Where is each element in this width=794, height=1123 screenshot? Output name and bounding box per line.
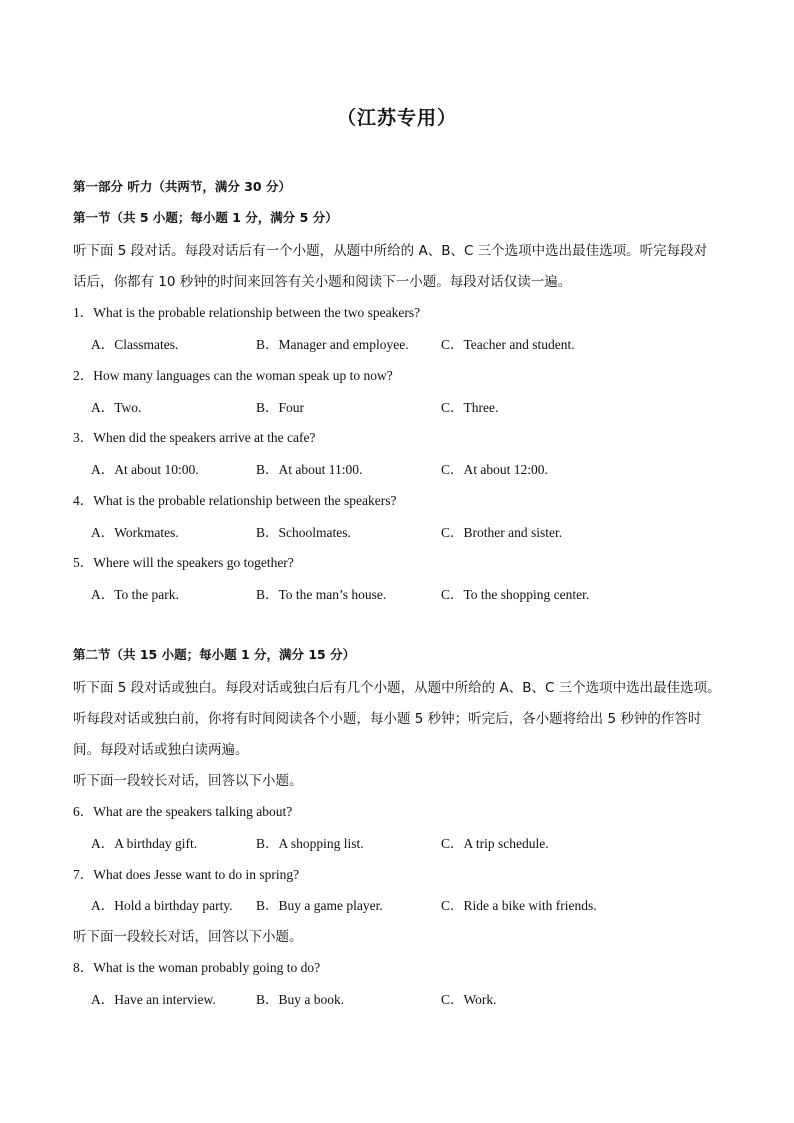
question-8-option-a: A．Have an interview. (91, 992, 216, 1007)
part1-heading: 第一部分 听力（共两节，满分 30 分） (73, 179, 291, 194)
question-8: 8．What is the woman probably going to do? (73, 960, 321, 975)
section1-heading: 第一节（共 5 小题；每小题 1 分，满分 5 分） (73, 210, 338, 225)
question-2-option-b: B．Four (256, 400, 305, 415)
question-6-option-b: B．A shopping list. (256, 836, 364, 851)
lead-in-2: 听下面一段较长对话，回答以下小题。 (73, 929, 303, 945)
section2-instructions-line2: 听每段对话或独白前，你将有时间阅读各个小题，每小题 5 秒钟；听完后，各小题将给出 5 秒钟的作答时 (73, 711, 702, 727)
question-5-option-c: C．To the shopping center. (441, 587, 590, 602)
question-4-option-a: A．Workmates. (91, 525, 179, 540)
question-8-option-c: C．Work. (441, 992, 497, 1007)
question-4-option-c: C．Brother and sister. (441, 525, 563, 540)
question-6-option-c: C．A trip schedule. (441, 836, 549, 851)
question-1: 1．What is the probable relationship between the two speakers? (73, 305, 421, 320)
question-6: 6．What are the speakers talking about? (73, 804, 293, 819)
section1-instructions-line2: 话后，你都有 10 秒钟的时间来回答有关小题和阅读下一小题。每段对话仅读一遍。 (73, 274, 572, 290)
lead-in-1: 听下面一段较长对话，回答以下小题。 (73, 773, 303, 789)
question-4: 4．What is the probable relationship between the speakers? (73, 493, 397, 508)
question-7-option-b: B．Buy a game player. (256, 898, 383, 913)
question-7-option-c: C．Ride a bike with friends. (441, 898, 597, 913)
question-3: 3．When did the speakers arrive at the cafe? (73, 430, 316, 445)
question-3-option-b: B．At about 11:00. (256, 462, 363, 477)
question-3-option-c: C．At about 12:00. (441, 462, 548, 477)
question-1-option-c: C．Teacher and student. (441, 337, 575, 352)
question-5-option-b: B．To the man’s house. (256, 587, 387, 602)
section2-instructions-line3: 间。每段对话或独白读两遍。 (73, 742, 249, 758)
section1-instructions-line1: 听下面 5 段对话。每段对话后有一个小题，从题中所给的 A、B、C 三个选项中选出最佳选项。听完每段对 (73, 243, 708, 259)
question-7-option-a: A．Hold a birthday party. (91, 898, 233, 913)
section2-heading: 第二节（共 15 小题；每小题 1 分，满分 15 分） (73, 647, 356, 662)
question-1-option-b: B．Manager and employee. (256, 337, 409, 352)
question-8-option-b: B．Buy a book. (256, 992, 345, 1007)
question-2-option-c: C．Three. (441, 400, 499, 415)
question-1-option-a: A．Classmates. (91, 337, 179, 352)
question-2-option-a: A．Two. (91, 400, 142, 415)
question-5-option-a: A．To the park. (91, 587, 179, 602)
question-5: 5．Where will the speakers go together? (73, 555, 294, 570)
section2-instructions-line1: 听下面 5 段对话或独白。每段对话或独白后有几个小题，从题中所给的 A、B、C 三个选项中选出最佳选项。 (73, 680, 721, 696)
question-2: 2．How many languages can the woman speak up to now? (73, 368, 393, 383)
question-6-option-a: A．A birthday gift. (91, 836, 198, 851)
question-4-option-b: B．Schoolmates. (256, 525, 351, 540)
page-title: （江苏专用） (336, 107, 457, 129)
question-7: 7．What does Jesse want to do in spring? (73, 867, 300, 882)
question-3-option-a: A．At about 10:00. (91, 462, 199, 477)
